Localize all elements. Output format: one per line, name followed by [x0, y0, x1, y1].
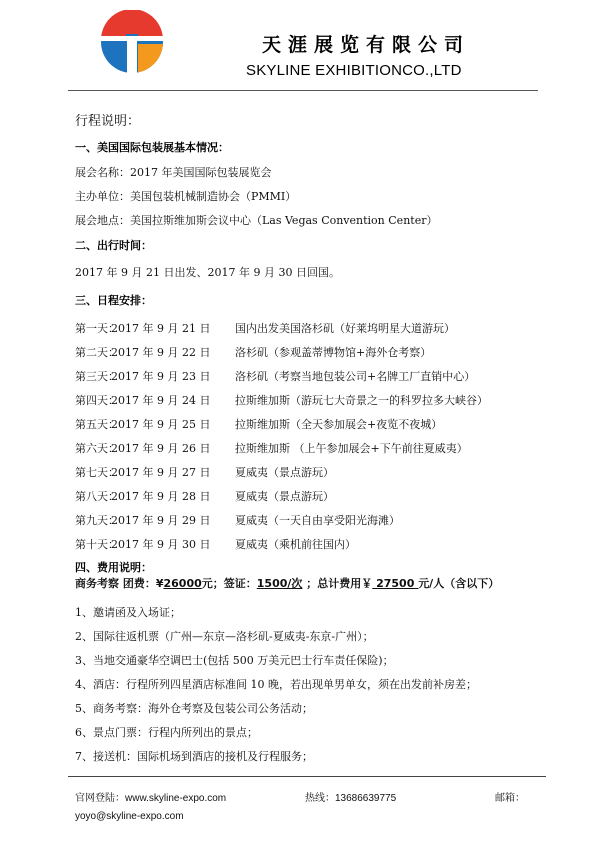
section-basic-info-title: 一、美国国际包装展基本情况： — [75, 141, 229, 154]
cost-item: 1、邀请函及入场证； — [75, 606, 181, 619]
schedule-day — [75, 488, 334, 504]
footer-website[interactable]: 官网登陆：www.skyline-expo.com — [75, 793, 227, 804]
day-date: 2017 年 9 月 28 日 — [111, 490, 211, 503]
day-description: 夏威夷（乘机前往国内） — [235, 538, 356, 551]
cost-mid2: ；总计费用￥ — [302, 577, 373, 590]
section-cost-title: 四、费用说明： — [75, 561, 152, 574]
day-label: 第五天： — [75, 418, 119, 431]
schedule-day — [75, 512, 400, 528]
cost-item: 4、酒店：行程所列四星酒店标准间 10 晚，若出现单男单女，须在出发前补房差； — [75, 678, 477, 691]
day-description: 拉斯维加斯 （上午参加展会+下午前往夏威夷） — [235, 442, 468, 455]
schedule-day — [75, 344, 431, 360]
day-label: 第九天： — [75, 514, 119, 527]
day-label: 第三天： — [75, 370, 119, 383]
day-description: 国内出发美国洛杉矶（好莱坞明星大道游玩） — [235, 322, 455, 335]
company-name-cn: 天涯展览有限公司 — [262, 34, 471, 56]
cost-prefix: 商务考察 团费：¥ — [75, 577, 164, 590]
schedule-day — [75, 464, 334, 480]
cost-item: 2、国际往返机票（广州—东京—洛杉矶-夏威夷-东京-广州）； — [75, 630, 374, 643]
footer-divider — [68, 776, 546, 777]
day-label: 第六天： — [75, 442, 119, 455]
travel-time-text: 2017 年 9 月 21 日出发、2017 年 9 月 30 日回国。 — [75, 266, 340, 279]
day-label: 第一天： — [75, 322, 119, 335]
cost-suffix: 元/人（含以下） — [418, 577, 500, 590]
day-date: 2017 年 9 月 23 日 — [111, 370, 211, 383]
organizer: 主办单位：美国包装机械制造协会（PMMI） — [75, 190, 297, 203]
day-description: 夏威夷（景点游玩） — [235, 466, 334, 479]
day-label: 第八天： — [75, 490, 119, 503]
schedule-day — [75, 392, 488, 408]
cost-mid1: 元；签证： — [201, 577, 257, 590]
day-date: 2017 年 9 月 26 日 — [111, 442, 211, 455]
schedule-day — [75, 440, 468, 456]
total-fee: 27500 — [372, 577, 419, 590]
day-label: 第二天： — [75, 346, 119, 359]
cost-summary — [75, 575, 499, 591]
day-description: 洛杉矶（参观盖蒂博物馆+海外仓考察） — [235, 346, 432, 359]
visa-fee: 1500/次 — [256, 577, 303, 590]
day-date: 2017 年 9 月 22 日 — [111, 346, 211, 359]
day-description: 洛杉矶（考察当地包装公司+名牌工厂直销中心） — [235, 370, 476, 383]
day-date: 2017 年 9 月 21 日 — [111, 322, 211, 335]
day-date: 2017 年 9 月 29 日 — [111, 514, 211, 527]
day-date: 2017 年 9 月 25 日 — [111, 418, 211, 431]
day-date: 2017 年 9 月 24 日 — [111, 394, 211, 407]
company-name-en: SKYLINE EXHIBITIONCO.,LTD — [246, 62, 462, 79]
schedule-day — [75, 320, 455, 336]
day-label: 第七天： — [75, 466, 119, 479]
exhibition-name: 展会名称：2017 年美国国际包装展览会 — [75, 166, 272, 179]
schedule-day — [75, 416, 442, 432]
day-label: 第十天： — [75, 538, 119, 551]
footer-email[interactable]: yoyo@skyline-expo.com — [75, 811, 184, 822]
cost-item: 5、商务考察：海外仓考察及包装公司公务活动； — [75, 702, 313, 715]
day-description: 夏威夷（一天自由享受阳光海滩） — [235, 514, 400, 527]
day-date: 2017 年 9 月 27 日 — [111, 466, 211, 479]
day-description: 拉斯维加斯（全天参加展会+夜览不夜城） — [235, 418, 443, 431]
footer-hotline: 热线：13686639775 — [305, 793, 397, 804]
footer-email-label: 邮箱： — [495, 793, 525, 804]
day-label: 第四天： — [75, 394, 119, 407]
intro-heading: 行程说明： — [75, 114, 141, 129]
header-divider — [68, 90, 538, 91]
section-travel-time-title: 二、出行时间： — [75, 239, 152, 252]
section-schedule-title: 三、日程安排： — [75, 294, 152, 307]
schedule-day — [75, 536, 356, 552]
cost-item: 6、景点门票：行程内所列出的景点； — [75, 726, 258, 739]
tour-fee: 26000 — [163, 577, 202, 590]
cost-item: 7、接送机：国际机场到酒店的接机及行程服务； — [75, 750, 313, 763]
day-description: 夏威夷（景点游玩） — [235, 490, 334, 503]
schedule-day — [75, 368, 475, 384]
venue: 展会地点：美国拉斯维加斯会议中心（Las Vegas Convention Center） — [75, 214, 438, 227]
day-description: 拉斯维加斯（游玩七大奇景之一的科罗拉多大峡谷） — [235, 394, 488, 407]
company-logo — [100, 10, 164, 74]
cost-item: 3、当地交通豪华空调巴士(包括 500 万美元巴士行车责任保险)； — [75, 654, 394, 667]
day-date: 2017 年 9 月 30 日 — [111, 538, 211, 551]
